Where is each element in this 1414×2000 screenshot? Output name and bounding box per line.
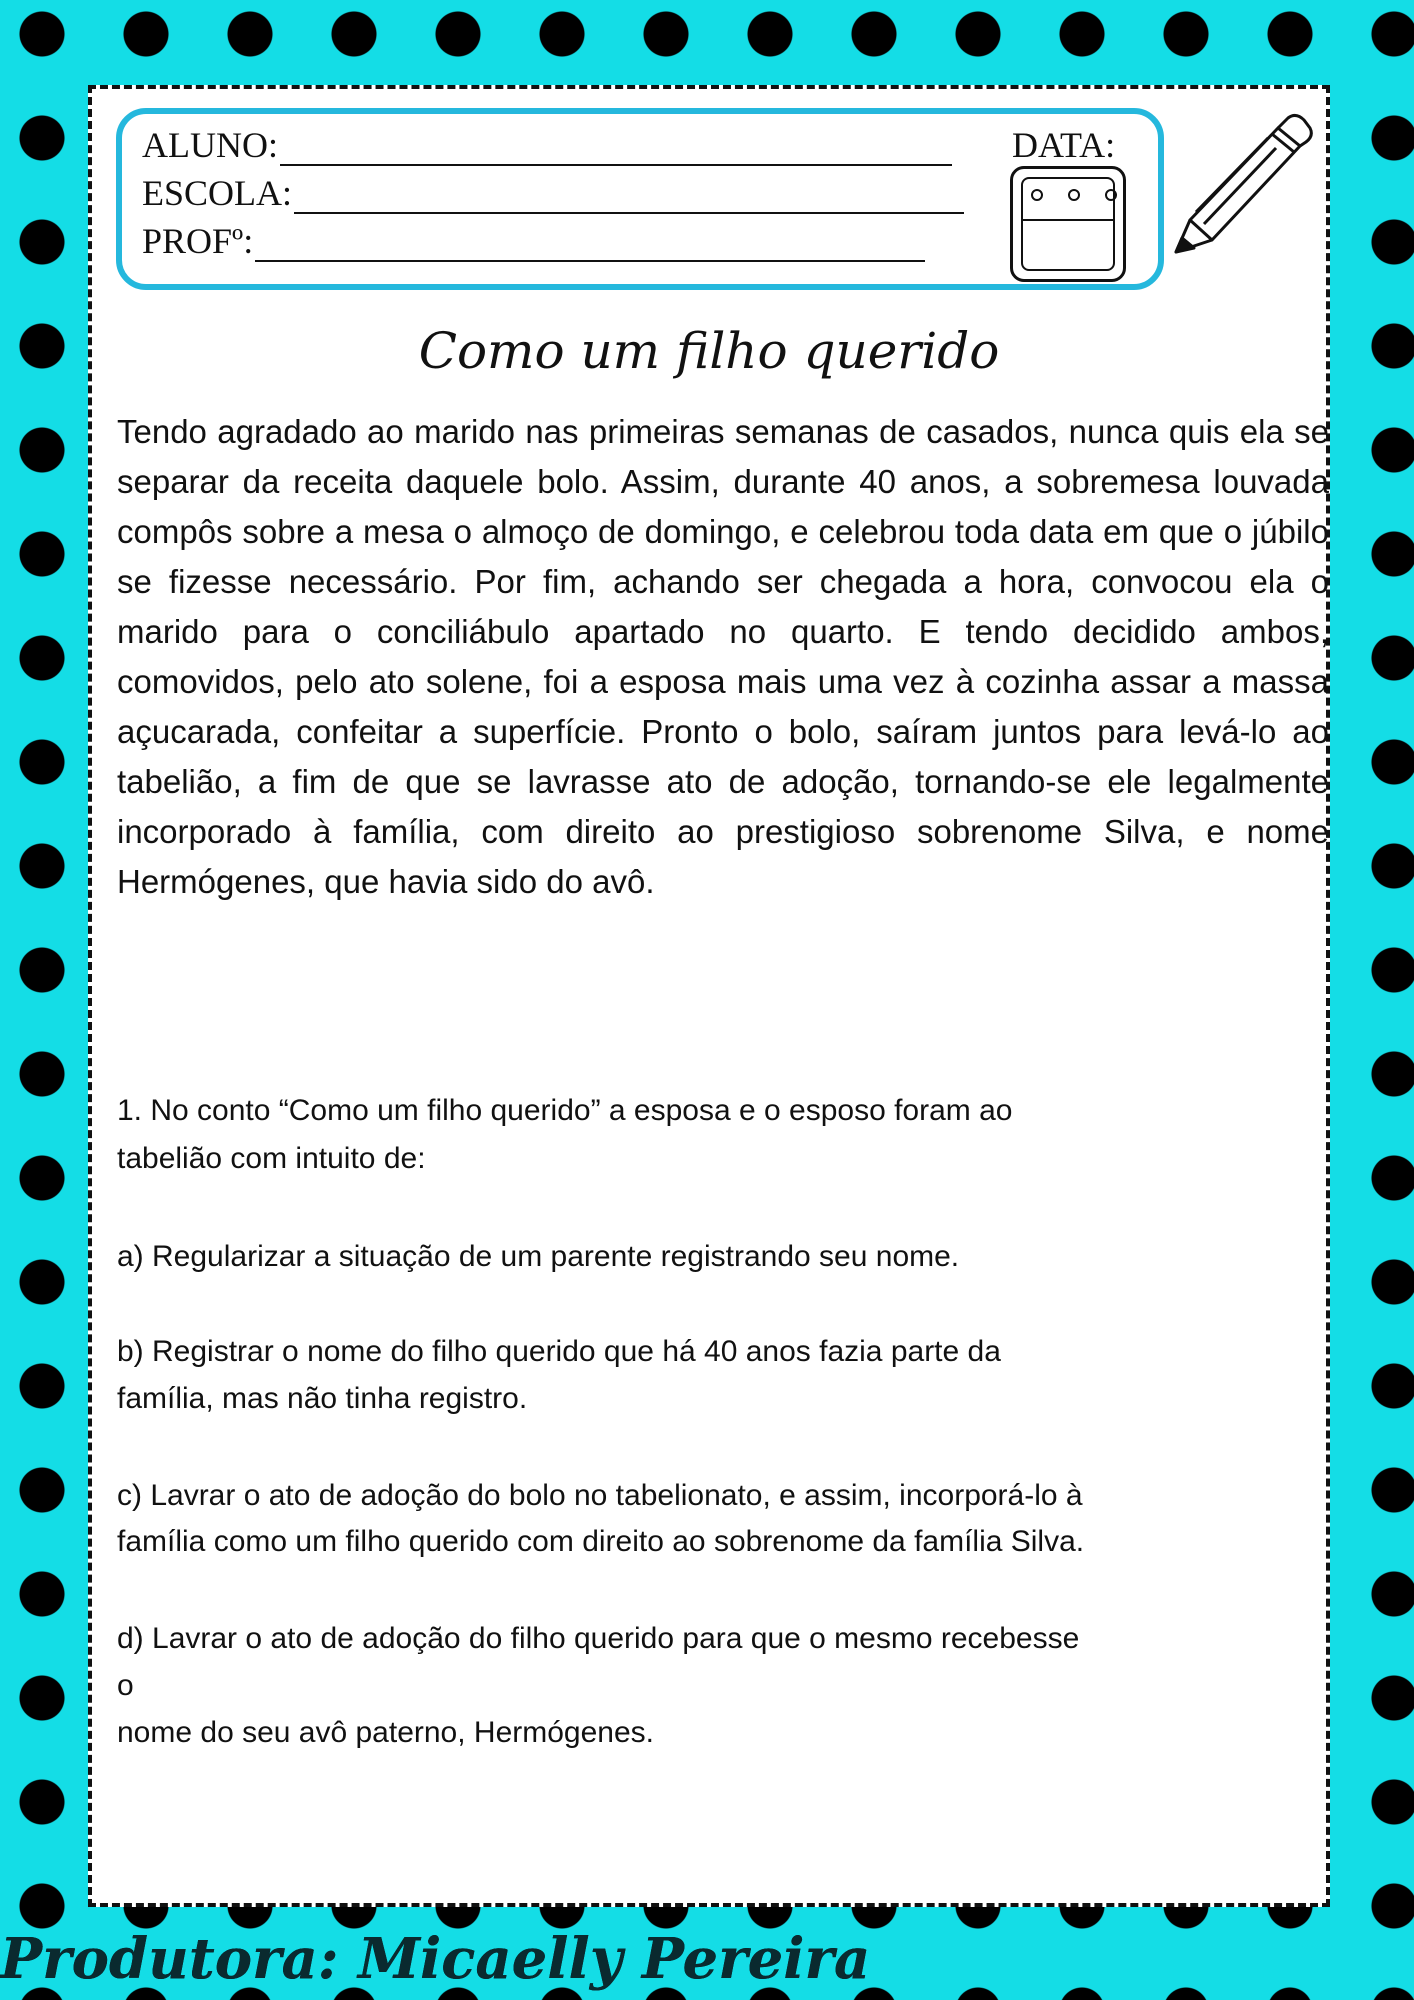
prof-input-line[interactable] (255, 234, 925, 262)
option-d-line1[interactable]: d) Lavrar o ato de adoção do filho querido para que o mesmo recebesse (117, 1622, 1080, 1655)
aluno-input-line[interactable] (280, 138, 952, 166)
option-c-line1[interactable]: c) Lavrar o ato de adoção do bolo no tabelionato, e assim, incorporá-lo à (117, 1479, 1083, 1512)
pencil-icon (1160, 100, 1320, 260)
prof-label: PROFº: (142, 221, 254, 261)
escola-label: ESCOLA: (142, 173, 293, 213)
option-d-line3[interactable]: nome do seu avô paterno, Hermógenes. (117, 1716, 654, 1749)
aluno-label: ALUNO: (142, 125, 278, 165)
option-b-line2[interactable]: família, mas não tinha registro. (117, 1382, 528, 1415)
student-info-box (116, 108, 1164, 290)
option-b-line1[interactable]: b) Registrar o nome do filho querido que há 40 anos fazia parte da (117, 1335, 1001, 1368)
date-label: DATA: (1012, 125, 1116, 165)
question-text-line2: tabelião com intuito de: (117, 1142, 426, 1175)
aluno-field (142, 124, 952, 166)
prof-field (142, 220, 925, 262)
question-text-line1: 1. No conto “Como um filho querido” a esposa e o esposo foram ao (117, 1094, 1013, 1127)
option-c-line2[interactable]: família como um filho querido com direito ao sobrenome da família Silva. (117, 1525, 1085, 1558)
escola-field (142, 172, 964, 214)
story-paragraph: Tendo agradado ao marido nas primeiras semanas de casados, nunca quis ela se separar da receita daquele bolo. Assim, durante 40 anos, a sobremesa louvada compôs sobre a mesa o almoço de domingo, e celebrou toda data em que o júbilo se fizesse necessário. Por fim, achando ser chegada a hora, convocou ela o marido para o conciliábulo apartado no quarto. E tendo decidido ambos, comovidos, pelo ato solene, foi a esposa mais uma vez à cozinha assar a massa açucarada, confeitar a superfície. Pronto o bolo, saíram juntos para levá-lo ao tabelião, a fim de que se lavrasse ato de adoção, tornando-se ele legalmente incorporado à família, com direito ao prestigioso sobrenome Silva, e nome Hermógenes, que havia sido do avô. (117, 413, 1329, 900)
escola-input-line[interactable] (294, 186, 964, 214)
option-a[interactable]: a) Regularizar a situação de um parente registrando seu nome. (117, 1240, 960, 1273)
author-credit: Produtora: Micaelly Pereira (0, 1926, 871, 1992)
option-d-line2[interactable]: o (117, 1669, 134, 1702)
calendar-icon[interactable] (1010, 166, 1126, 282)
page-title: Como um filho querido (418, 322, 1000, 380)
